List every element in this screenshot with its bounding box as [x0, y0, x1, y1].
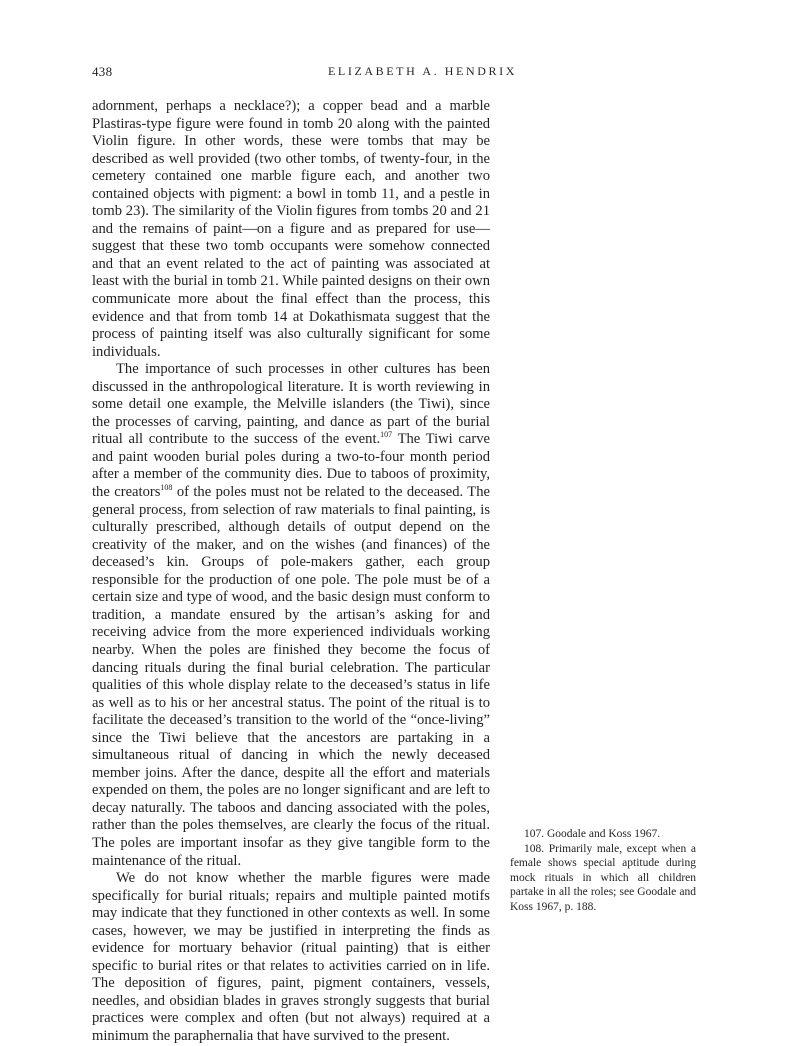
body-text [92, 98, 490, 1046]
paragraph-2-part-b: The Tiwi carve and paint wooden burial poles during a two-to-four month period after a member of the community dies. Due to taboos of proximity, the creators [92, 431, 490, 501]
footnote-ref-108[interactable]: 108 [160, 483, 173, 493]
footnote-108: 108. Primarily male, except when a female shows special aptitude during mock rituals in which all children partake in all the roles; see Goodale and Koss 1967, p. 188. [510, 842, 696, 913]
paragraph-2 [92, 361, 490, 870]
paragraph-2-part-a: The importance of such processes in other cultures has been discussed in the anthropological literature. It is worth reviewing in some detail one example, the Melville islanders (the Tiwi), since the processes of carving, painting, and dance as part of the burial ritual all contribute to the success of the event. [92, 361, 490, 448]
paragraph-1: adornment, perhaps a necklace?); a copper bead and a marble Plastiras-type figure were found in tomb 20 along with the painted Violin figure. In other words, these were tombs that may be described as well provided (two other tombs, of twenty-four, in the cemetery contained one marble figure each, and another two contained objects with pigment: a bowl in tomb 11, and a pestle in tomb 23). The similarity of the Violin figures from tombs 20 and 21 and the remains of paint—on a figure and as prepared for use—suggest that these two tomb occupants were somehow connected and that an event related to the act of painting was associated at least with the burial in tomb 21. While painted designs on their own communicate more about the final effect than the process, this evidence and that from tomb 14 at Dokathismata suggest that the process of painting itself was also culturally significant for some individuals. [92, 98, 490, 360]
running-head: ELIZABETH A. HENDRIX [328, 64, 517, 78]
paragraph-3: We do not know whether the marble figures were made specifically for burial rituals; repairs and multiple painted motifs may indicate that they functioned in other contexts as well. In some cases, however, we may be justified in interpreting the finds as evidence for mortuary behavior (ritual painting) that is either specific to burial rites or that relates to activities carried on in life. The deposition of figures, paint, pigment containers, vessels, needles, and obsidian blades in graves strongly suggests that burial practices were complex and often (but not always) required at a minimum the paraphernalia that have survived to the present. [92, 870, 490, 1044]
paragraph-2-part-c: of the poles must not be related to the deceased. The general process, from selection of raw materials to final painting, is culturally prescribed, although details of output depend on the creativity of the maker, and on the wishes (and finances) of the deceased’s kin. Groups of pole-makers gather, each group responsible for the production of one pole. The pole must be of a certain size and type of wood, and the basic design must conform to tradition, a mandate ensured by the artisan’s asking for and receiving advice from the more experienced individuals working nearby. When the poles are finished they become the focus of dancing rituals during the final burial celebration. The particular qualities of this whole display relate to the deceased’s status in life as well as to his or her ancestral status. The point of the ritual is to facilitate the deceased’s transition to the world of the “once-living” since the Tiwi believe that the ancestors are partaking in a simultaneous ritual of dancing in which the newly deceased member joins. After the dance, despite all the effort and materials expended on them, the poles are no longer significant and are left to decay naturally. The taboos and dancing associated with the poles, rather than the poles themselves, are clearly the focus of the ritual. The poles are important insofar as they give tangible form to the maintenance of the ritual. [92, 484, 490, 869]
footnote-107: 107. Goodale and Koss 1967. [524, 828, 661, 840]
footnote-ref-107[interactable]: 107 [380, 430, 393, 440]
footnotes [510, 827, 696, 914]
page-number: 438 [92, 64, 113, 79]
